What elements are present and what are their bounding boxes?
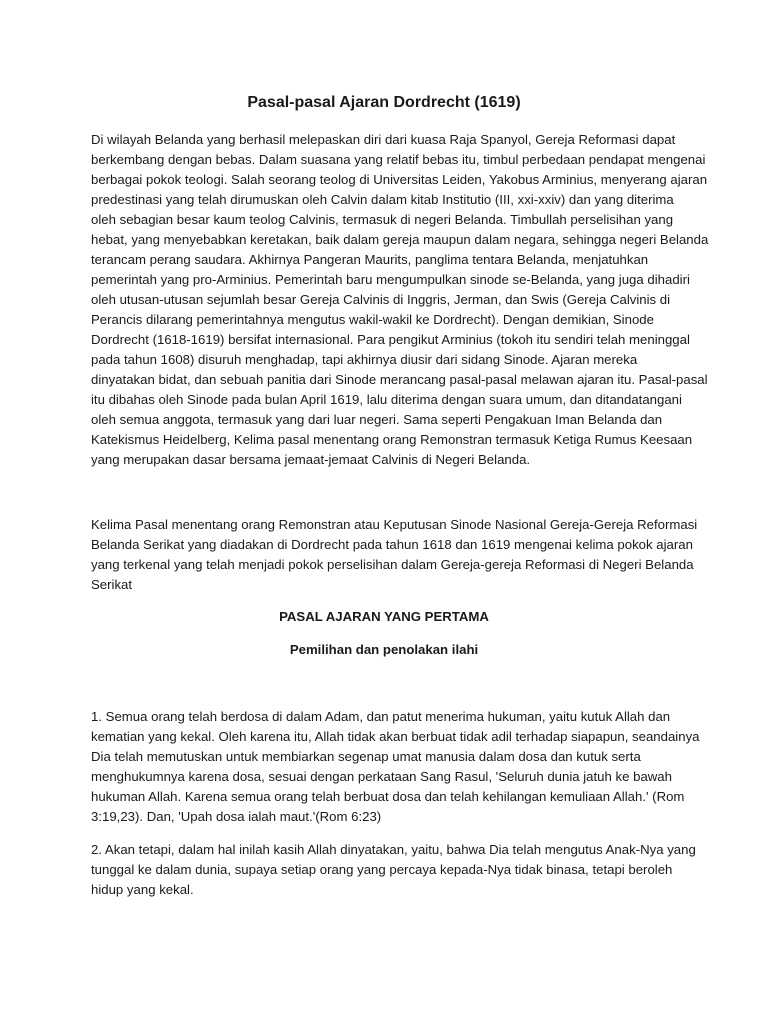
text-line: oleh utusan-utusan sejumlah besar Gereja Calvinis di Inggris, Jerman, dan Swis (Gereja Calvinis di [91,292,671,307]
text-line: dinyatakan bidat, dan sebuah panitia dari Sinode merancang pasal-pasal melawan ajaran itu. Pasal-pasal [91,372,708,387]
text-line: Kelima Pasal menentang orang Remonstran atau Keputusan Sinode Nasional Gereja-Gereja Reformasi [91,517,698,532]
text-line: Serikat [91,577,133,592]
text-line: 3:19,23). Dan, 'Upah dosa ialah maut.'(Rom 6:23) [91,809,382,824]
document-title: Pasal-pasal Ajaran Dordrecht (1619) [247,94,521,111]
text-line: hidup yang kekal. [91,882,194,897]
text-line: 2. Akan tetapi, dalam hal inilah kasih Allah dinyatakan, yaitu, bahwa Dia telah mengutus Anak-Nya yang [91,842,696,857]
text-line: yang merupakan dasar bersama jemaat-jemaat Calvinis di Negeri Belanda. [91,452,531,467]
text-line: tunggal ke dalam dunia, supaya setiap orang yang percaya kepada-Nya tidak binasa, tetapi beroleh [91,862,673,877]
text-line: Dordrecht (1618-1619) bersifat internasional. Para pengikut Arminius (tokoh itu sendiri telah meninggal [91,332,690,347]
section-subheading: Pemilihan dan penolakan ilahi [289,642,479,657]
text-line: oleh sebagian besar kaum teolog Calvinis, termasuk di negeri Belanda. Timbullah perselisihan yang [91,212,674,227]
text-line: oleh semua anggota, termasuk yang dari luar negeri. Sama seperti Pengakuan Iman Belanda dan [91,412,663,427]
text-line: berbagai pokok teologi. Salah seorang teolog di Universitas Leiden, Yakobus Arminius, menyerang ajaran [91,172,708,187]
text-line: hukuman Allah. Karena semua orang telah berbuat dosa dan telah kehilangan kemuliaan Allah.' (Rom [91,789,685,804]
text-line: Di wilayah Belanda yang berhasil melepaskan diri dari kuasa Raja Spanyol, Gereja Reformasi dapat [91,132,676,147]
article-1-paragraph [91,707,700,827]
text-line: hebat, yang menyebabkan keretakan, baik dalam gereja maupun dalam negara, sehingga negeri Belanda [91,232,709,247]
text-line: Belanda Serikat yang diadakan di Dordrecht pada tahun 1618 dan 1619 mengenai kelima pokok ajaran [91,537,693,552]
text-line: predestinasi yang telah dirumuskan oleh Calvin dalam kitab Institutio (III, xxi-xxiv) dan yang diterima [91,192,674,207]
text-line: pemerintah yang pro-Arminius. Pemerintah baru mengumpulkan sinode se-Belanda, yang juga dihadiri [91,272,690,287]
text-line: Perancis dilarang pemerintahnya mengutus wakil-wakil ke Dordrecht). Dengan demikian, Sinode [91,312,654,327]
text-line: pada tahun 1608) disuruh menghadap, tapi akhirnya diusir dari sidang Sinode. Ajaran mereka [91,352,638,367]
article-2-paragraph [91,840,696,900]
text-line: 1. Semua orang telah berdosa di dalam Adam, dan patut menerima hukuman, yaitu kutuk Allah dan [91,709,671,724]
section-heading: PASAL AJARAN YANG PERTAMA [279,609,489,624]
text-line: itu dibahas oleh Sinode pada bulan April 1619, lalu diterima dengan suara umum, dan ditandatangani [91,392,682,407]
summary-paragraph [91,515,698,595]
text-line: terancam perang saudara. Akhirnya Pangeran Maurits, panglima tentara Belanda, menjatuhkan [91,252,649,267]
text-line: Dia telah memutuskan untuk membiarkan segenap umat manusia dalam dosa dan kutuk serta [91,749,641,764]
text-line: berkembang dengan bebas. Dalam suasana yang relatif bebas itu, timbul perbedaan pendapat mengenai [91,152,706,167]
text-line: Katekismus Heidelberg, Kelima pasal menentang orang Remonstran termasuk Ketiga Rumus Keesaan [91,432,693,447]
intro-paragraph [91,130,709,470]
text-line: yang terkenal yang telah menjadi pokok perselisihan dalam Gereja-gereja Reformasi di Negeri Belanda [91,557,694,572]
text-line: menghukumnya karena dosa, sesuai dengan perkataan Sang Rasul, 'Seluruh dunia jatuh ke bawah [91,769,672,784]
text-line: kematian yang kekal. Oleh karena itu, Allah tidak akan berbuat tidak adil terhadap siapapun, seandainya [91,729,700,744]
